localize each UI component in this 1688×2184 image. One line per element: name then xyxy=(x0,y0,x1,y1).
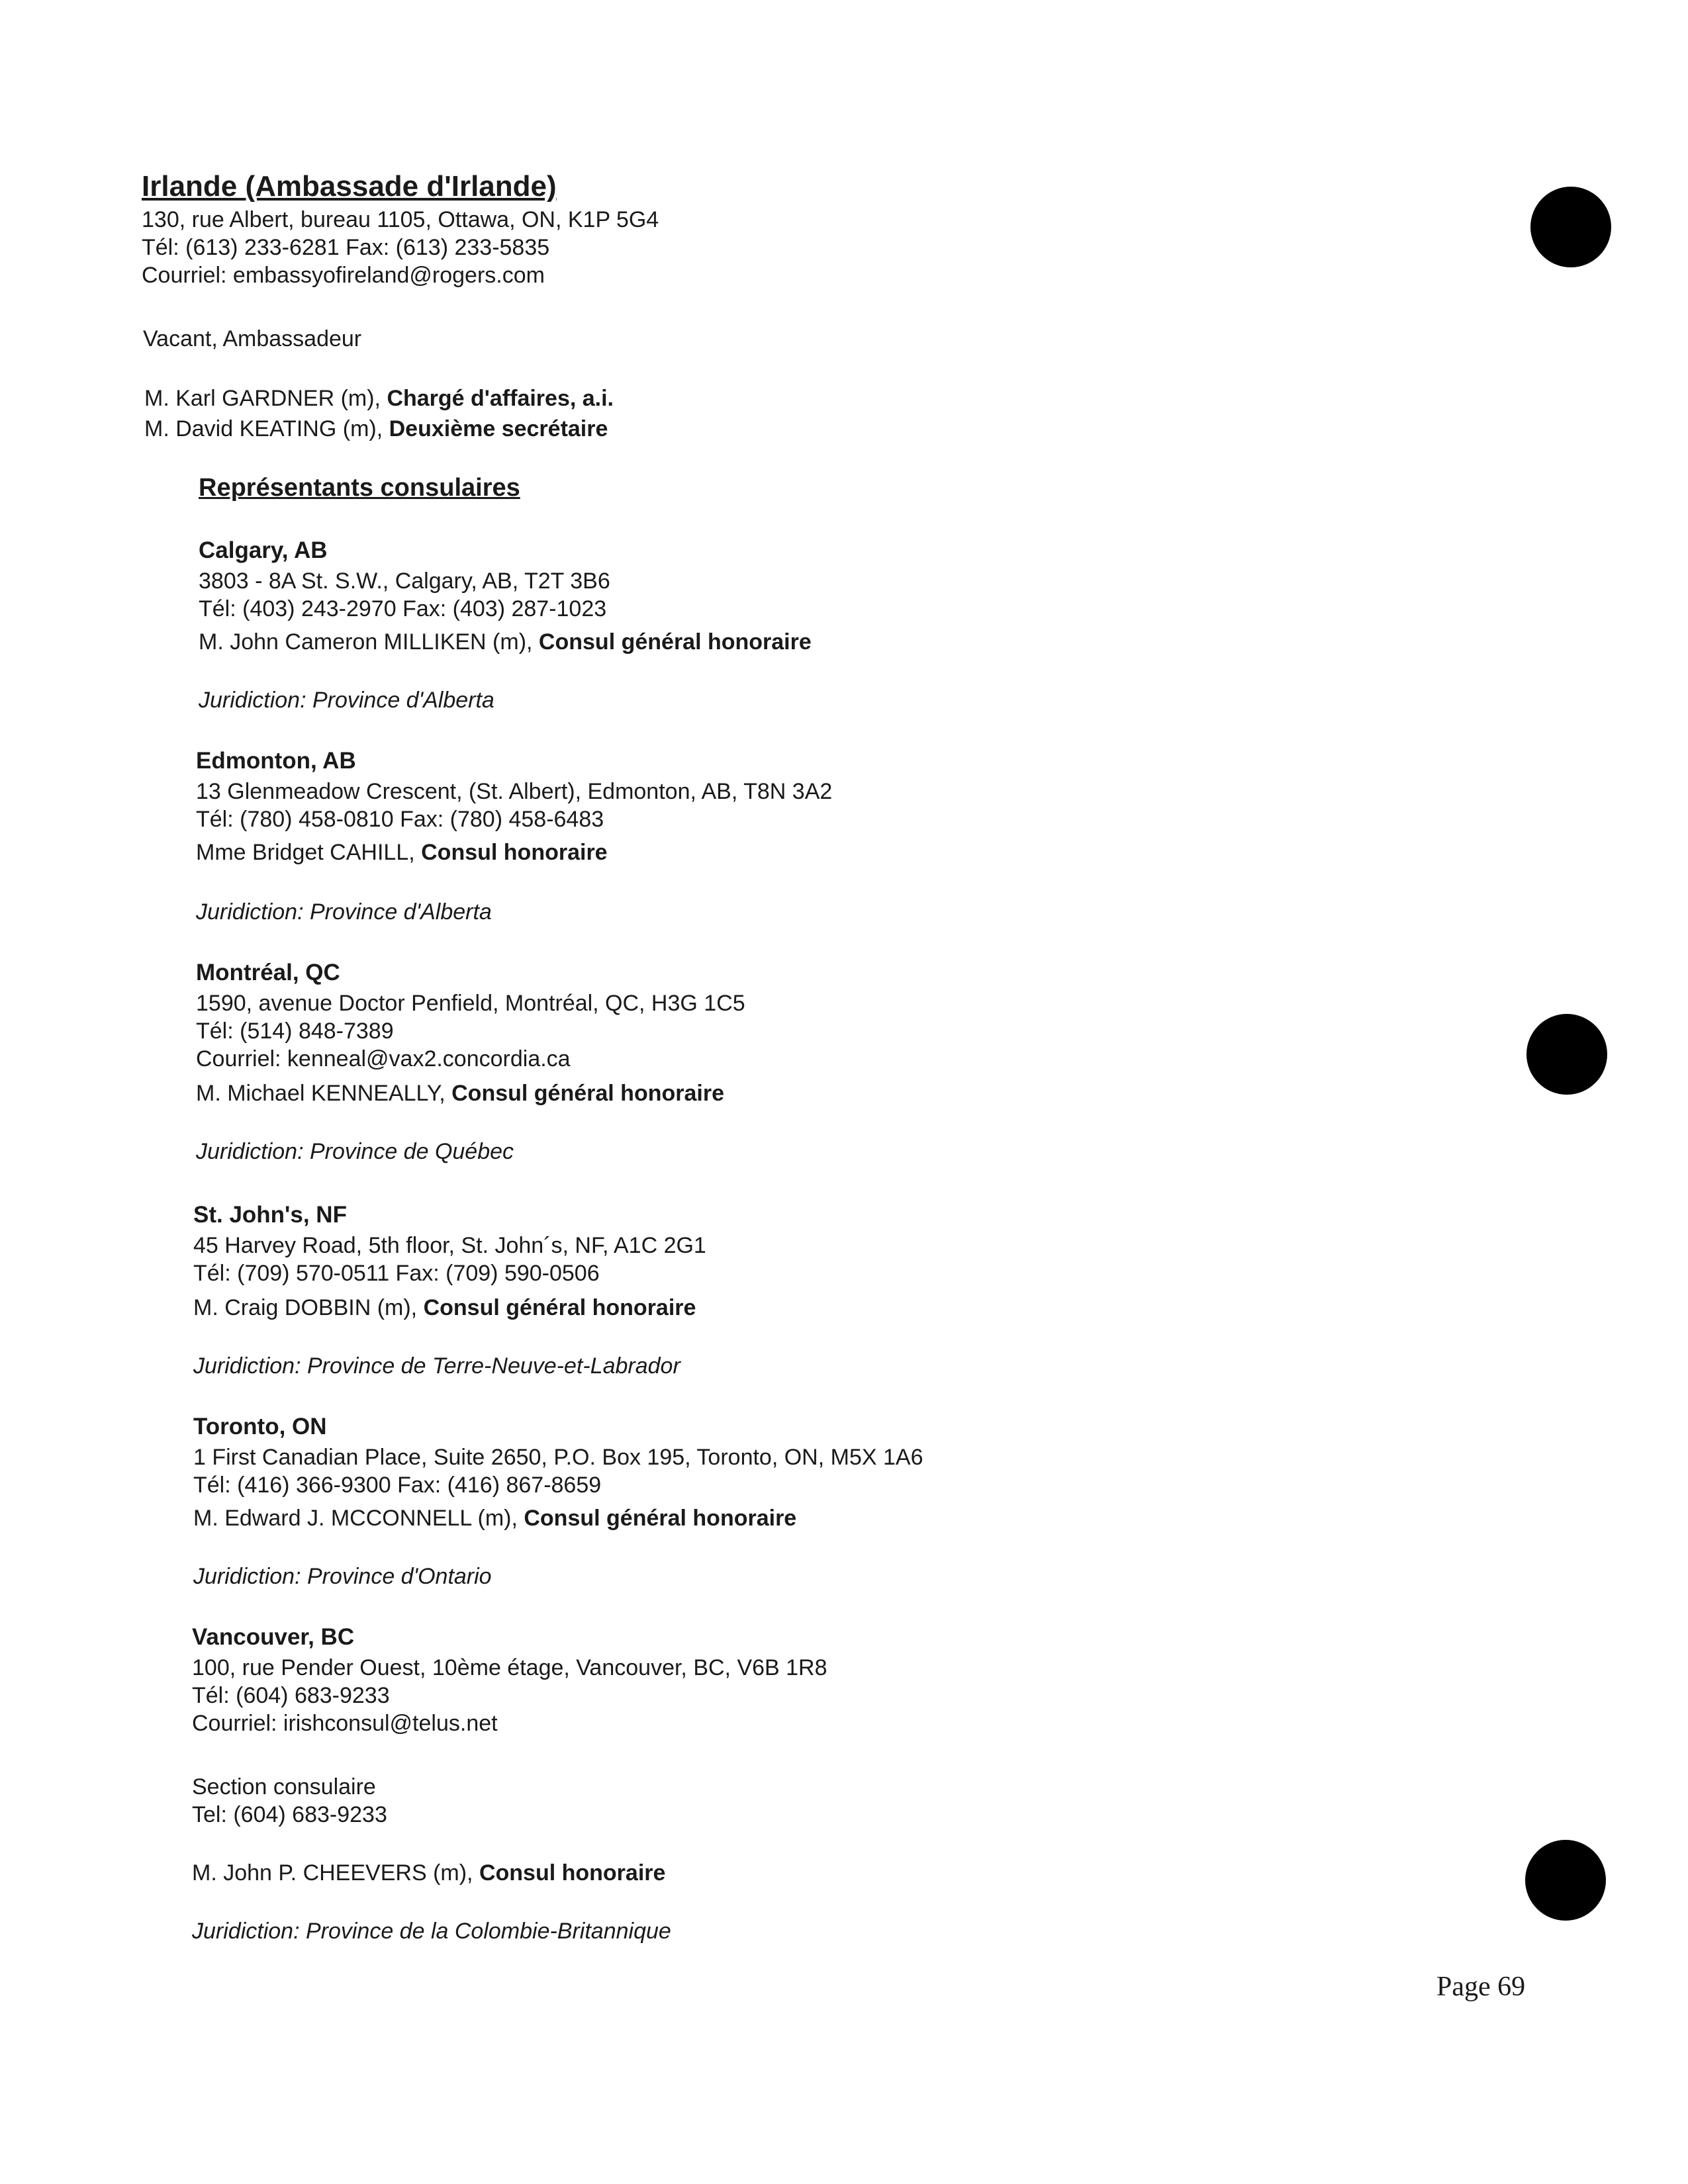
consulate-address: 1590, avenue Doctor Penfield, Montréal, QC, H3G 1C5 xyxy=(196,991,745,1016)
consulate-phone: Tél: (416) 366-9300 Fax: (416) 867-8659 xyxy=(193,1473,602,1498)
consulate-phone: Tél: (709) 570-0511 Fax: (709) 590-0506 xyxy=(193,1261,600,1286)
ambassador-line: Vacant, Ambassadeur xyxy=(143,326,362,351)
staff-entry xyxy=(144,385,614,412)
staff-role: Chargé d'affaires, a.i. xyxy=(387,386,614,411)
consulate-city: Calgary, AB xyxy=(199,537,328,563)
consulate-phone: Tél: (403) 243-2970 Fax: (403) 287-1023 xyxy=(199,596,607,621)
consulate-city: Edmonton, AB xyxy=(196,748,356,774)
person-name: Mme Bridget CAHILL, xyxy=(196,840,422,865)
page-number: Page 69 xyxy=(1436,1972,1526,2002)
consulate-phone: Tél: (514) 848-7389 xyxy=(196,1019,394,1044)
person-name: M. John P. CHEEVERS (m), xyxy=(192,1860,479,1886)
person-name: M. Edward J. MCCONNELL (m), xyxy=(193,1506,524,1531)
consulate-phone: Tél: (780) 458-0810 Fax: (780) 458-6483 xyxy=(196,807,604,832)
consulate-address: 3803 - 8A St. S.W., Calgary, AB, T2T 3B6 xyxy=(199,569,610,594)
consulate-email: Courriel: irishconsul@telus.net xyxy=(192,1711,498,1736)
consular-heading: Représentants consulaires xyxy=(199,474,520,502)
consulate-city: Vancouver, BC xyxy=(192,1624,355,1650)
consulate-city: St. John's, NF xyxy=(193,1202,347,1228)
consular-section-phone: Tel: (604) 683-9233 xyxy=(192,1802,387,1827)
consulate-address: 45 Harvey Road, 5th floor, St. John´s, NF, A1C 2G1 xyxy=(193,1233,706,1258)
consulate-city: Toronto, ON xyxy=(193,1414,327,1439)
person-role: Consul général honoraire xyxy=(423,1295,696,1320)
consulate-email: Courriel: kenneal@vax2.concordia.ca xyxy=(196,1046,571,1071)
person-name: M. Michael KENNEALLY, xyxy=(196,1081,452,1106)
consular-section-label: Section consulaire xyxy=(192,1774,376,1799)
consulate-city: Montréal, QC xyxy=(196,960,340,985)
embassy-phone: Tél: (613) 233-6281 Fax: (613) 233-5835 xyxy=(142,235,550,260)
consulate-jurisdiction: Juridiction: Province de la Colombie-Britannique xyxy=(192,1919,671,1944)
consulate-address: 100, rue Pender Ouest, 10ème étage, Vancouver, BC, V6B 1R8 xyxy=(192,1655,827,1680)
consulate-person xyxy=(196,839,608,866)
embassy-email: Courriel: embassyofireland@rogers.com xyxy=(142,263,545,288)
consulate-person xyxy=(199,629,812,655)
person-role: Consul honoraire xyxy=(421,840,608,865)
consulate-phone: Tél: (604) 683-9233 xyxy=(192,1683,390,1708)
consulate-person xyxy=(193,1505,796,1531)
consulate-person xyxy=(193,1295,696,1321)
person-name: M. John Cameron MILLIKEN (m), xyxy=(199,629,539,655)
consulate-address: 13 Glenmeadow Crescent, (St. Albert), Edmonton, AB, T8N 3A2 xyxy=(196,779,833,804)
consulate-address: 1 First Canadian Place, Suite 2650, P.O. Box 195, Toronto, ON, M5X 1A6 xyxy=(193,1445,923,1470)
consulate-person xyxy=(192,1860,665,1886)
consulate-jurisdiction: Juridiction: Province de Québec xyxy=(196,1139,514,1164)
embassy-title: Irlande (Ambassade d'Irlande) xyxy=(142,170,557,203)
punch-hole xyxy=(1530,187,1611,267)
staff-name: M. David KEATING (m), xyxy=(144,416,389,441)
consulate-jurisdiction: Juridiction: Province d'Alberta xyxy=(199,688,494,713)
consulate-jurisdiction: Juridiction: Province d'Alberta xyxy=(196,899,492,925)
punch-hole xyxy=(1525,1840,1606,1921)
consulate-person xyxy=(196,1080,724,1107)
staff-entry xyxy=(144,416,608,442)
embassy-address: 130, rue Albert, bureau 1105, Ottawa, ON, K1P 5G4 xyxy=(142,207,659,232)
punch-hole xyxy=(1526,1014,1607,1095)
consulate-jurisdiction: Juridiction: Province d'Ontario xyxy=(193,1564,492,1589)
person-role: Consul général honoraire xyxy=(451,1081,724,1106)
consulate-jurisdiction: Juridiction: Province de Terre-Neuve-et-Labrador xyxy=(193,1353,680,1379)
staff-role: Deuxième secrétaire xyxy=(389,416,608,441)
person-role: Consul général honoraire xyxy=(524,1506,797,1531)
person-role: Consul général honoraire xyxy=(538,629,812,655)
person-role: Consul honoraire xyxy=(479,1860,666,1886)
staff-name: M. Karl GARDNER (m), xyxy=(144,386,387,411)
person-name: M. Craig DOBBIN (m), xyxy=(193,1295,424,1320)
